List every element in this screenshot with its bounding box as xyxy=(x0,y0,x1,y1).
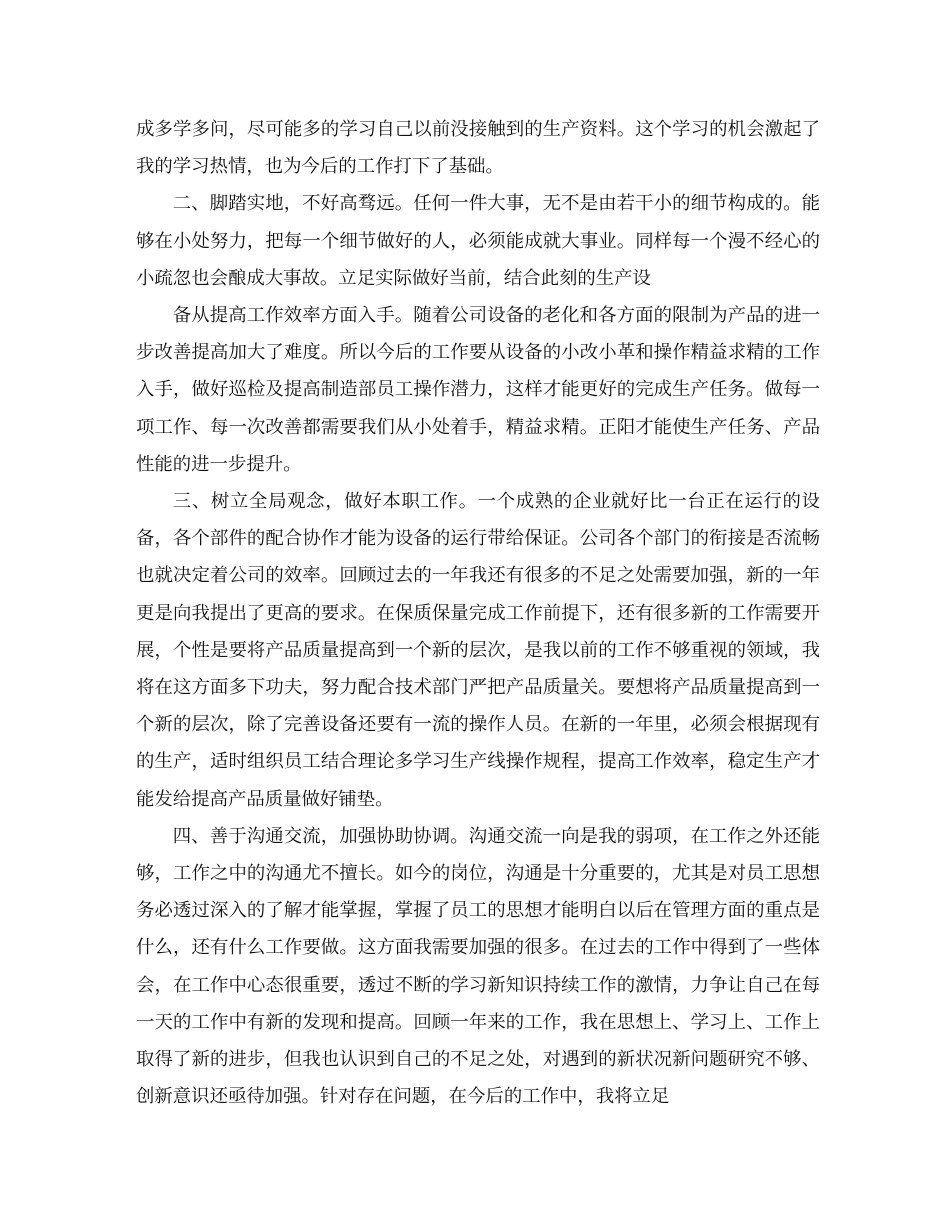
paragraph-3: 备从提高工作效率方面入手。随着公司设备的老化和各方面的限制为产品的进一步改善提高加大了难度。所以今后的工作要从设备的小改小革和操作精益求精的工作入手，做好巡检及提高制造部员工操作潜力，这样才能更好的完成生产任务。做每一项工作、每一次改善都需要我们从小处着手，精益求精。正阳才能使生产任务、产品性能的进一步提升。 xyxy=(136,305,820,475)
paragraph-2: 二、脚踏实地，不好高骛远。任何一件大事，无不是由若干小的细节构成的。能够在小处努力，把每一个细节做好的人，必须能成就大事业。同样每一个漫不经心的小疏忽也会酿成大事故。立足实际做好当前，结合此刻的生产设 xyxy=(136,193,820,289)
paragraph-4: 三、树立全局观念，做好本职工作。一个成熟的企业就好比一台正在运行的设备，各个部件的配合协作才能为设备的运行带给保证。公司各个部门的衔接是否流畅也就决定着公司的效率。回顾过去的一年我还有很多的不足之处需要加强，新的一年更是向我提出了更高的要求。在保质保量完成工作前提下，还有很多新的工作需要开展，个性是要将产品质量提高到一个新的层次，是我以前的工作不够重视的领域，我将在这方面多下功夫，努力配合技术部门严把产品质量关。要想将产品质量提高到一个新的层次，除了完善设备还要有一流的操作人员。在新的一年里，必须会根据现有的生产，适时组织员工结合理论多学习生产线操作规程，提高工作效率，稳定生产才能发给提高产品质量做好铺垫。 xyxy=(136,491,820,810)
document-body xyxy=(136,111,820,1115)
paragraph-1: 成多学多问，尽可能多的学习自己以前没接触到的生产资料。这个学习的机会激起了我的学习热情，也为今后的工作打下了基础。 xyxy=(136,119,820,178)
paragraph-5: 四、善于沟通交流，加强协助协调。沟通交流一向是我的弱项，在工作之外还能够，工作之中的沟通尤不擅长。如今的岗位，沟通是十分重要的，尤其是对员工思想务必透过深入的了解才能掌握，掌握了员工的思想才能明白以后在管理方面的重点是什么，还有什么工作要做。这方面我需要加强的很多。在过去的工作中得到了一些体会，在工作中心态很重要，透过不断的学习新知识持续工作的激情，力争让自己在每一天的工作中有新的发现和提高。回顾一年来的工作，我在思想上、学习上、工作上取得了新的进步，但我也认识到自己的不足之处，对遇到的新状况新问题研究不够、创新意识还亟待加强。针对存在问题，在今后的工作中，我将立足 xyxy=(136,825,820,1108)
